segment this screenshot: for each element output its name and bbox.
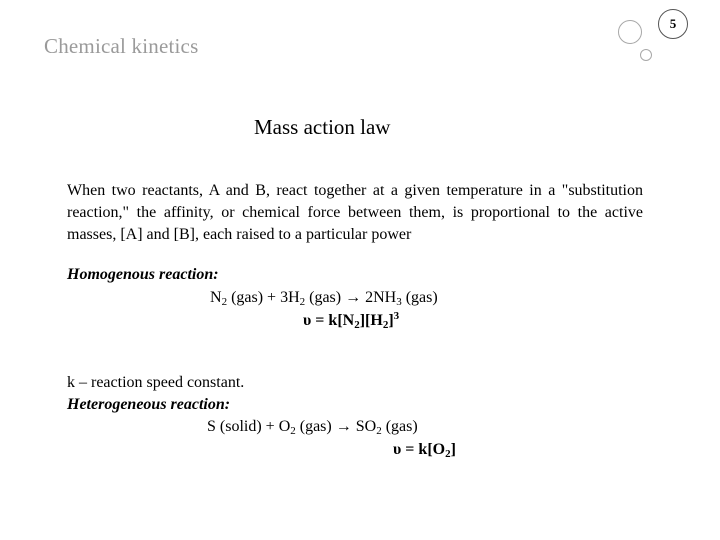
intro-paragraph: When two reactants, A and B, react together at a given temperature in a "substitution reaction," the affinity, or chemical force between them, is proportional to the active masses, [A] and [B], each raised to a particular power [67, 182, 643, 243]
eq-text: (gas) [401, 289, 438, 306]
rate-subscript: 2 [445, 448, 451, 460]
header-title: Chemical kinetics [44, 34, 199, 58]
eq-subscript: 2 [221, 296, 228, 308]
heterogeneous-rate-law [393, 441, 456, 459]
homogeneous-equation [210, 289, 438, 307]
rate-text: ] [450, 441, 456, 458]
rate-subscript: 2 [382, 319, 389, 331]
homogeneous-label: Homogenous reaction: [67, 266, 219, 283]
eq-subscript: 3 [396, 296, 402, 308]
eq-text: (gas) → SO [295, 418, 377, 435]
eq-text: (gas) [381, 418, 418, 435]
heterogeneous-label: Heterogeneous reaction: [67, 396, 231, 413]
eq-text: (gas) → 2NH [305, 289, 397, 306]
eq-subscript: 2 [290, 425, 296, 437]
rate-exponent: 3 [393, 310, 400, 322]
constant-note: k – reaction speed constant. [67, 374, 245, 391]
rate-text: ][H [359, 312, 383, 329]
page-number: 5 [658, 9, 688, 39]
decorative-circle-small [640, 49, 652, 61]
main-heading: Mass action law [254, 115, 391, 139]
heterogeneous-equation [207, 418, 418, 436]
homogeneous-rate-law [303, 312, 399, 330]
eq-text: S (solid) + O [207, 418, 291, 435]
eq-text: (gas) + 3H [227, 289, 300, 306]
eq-text: N [210, 289, 222, 306]
rate-text: υ = k[O [393, 441, 446, 458]
eq-subscript: 2 [376, 425, 382, 437]
eq-subscript: 2 [299, 296, 306, 308]
rate-text: υ = k[N [303, 312, 355, 329]
rate-text: ] [388, 312, 394, 329]
decorative-circle-large [618, 20, 642, 44]
rate-subscript: 2 [354, 319, 360, 331]
